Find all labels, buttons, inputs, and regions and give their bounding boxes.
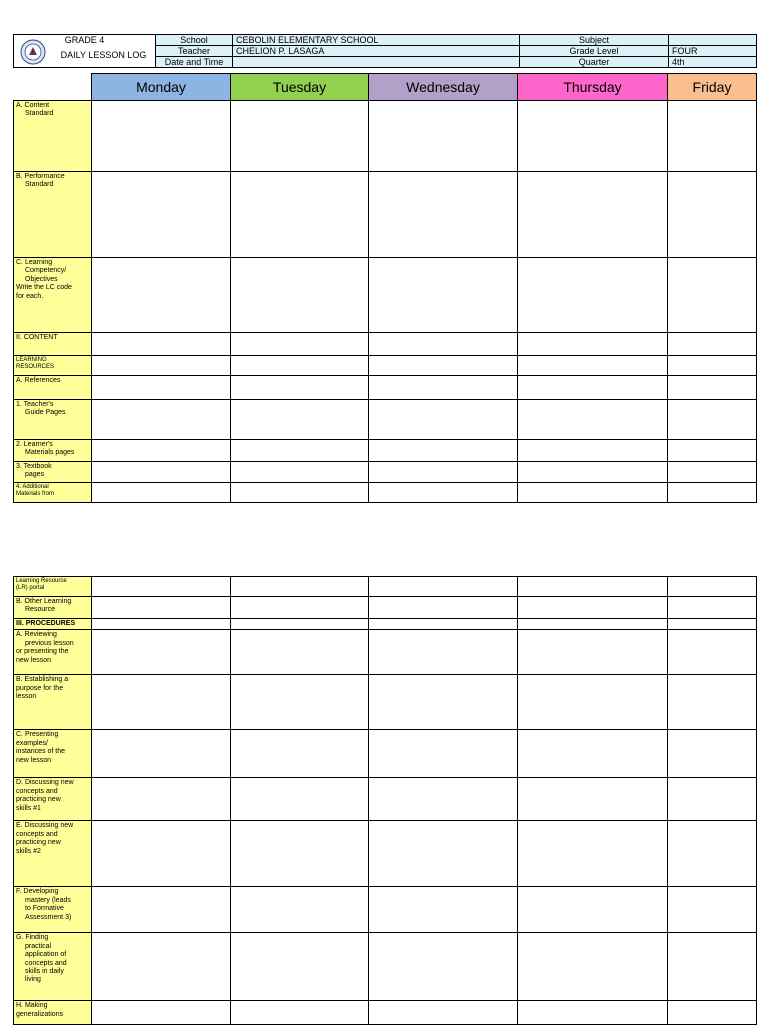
date-time-label: Date and Time: [156, 57, 233, 68]
lesson-cell-wednesday[interactable]: [369, 101, 518, 172]
lesson-row: [14, 356, 757, 376]
lesson-cell-tuesday[interactable]: [231, 1001, 369, 1025]
lesson-cell-monday[interactable]: [92, 619, 231, 630]
row-label: [14, 376, 92, 400]
lesson-cell-thursday[interactable]: [518, 821, 668, 887]
lesson-cell-monday[interactable]: [92, 440, 231, 462]
lesson-grid-page-1: [13, 73, 757, 503]
row-label: [14, 356, 92, 376]
header-logo-cell: [14, 35, 156, 68]
row-label-line: instances of the: [16, 748, 66, 756]
row-label-line: new lesson: [16, 756, 52, 764]
lesson-cell-wednesday[interactable]: [369, 400, 518, 440]
row-label-line: B. Establishing a: [16, 676, 69, 684]
lesson-cell-wednesday[interactable]: [369, 172, 518, 258]
lesson-cell-wednesday[interactable]: [369, 730, 518, 778]
grade-level-label: Grade Level: [520, 46, 669, 57]
lesson-cell-friday[interactable]: [668, 778, 757, 821]
row-label-line: G. Finding: [16, 934, 49, 942]
row-label-line: C. Learning: [16, 259, 53, 266]
row-label: [14, 887, 92, 933]
lesson-cell-friday[interactable]: [668, 577, 757, 597]
lesson-cell-monday[interactable]: [92, 333, 231, 356]
row-label-line: Learning Resource: [16, 578, 67, 584]
row-label-line: practical: [25, 942, 52, 950]
lesson-cell-tuesday[interactable]: [231, 619, 369, 630]
lesson-cell-tuesday[interactable]: [231, 821, 369, 887]
row-label-line: examples/: [16, 739, 48, 747]
lesson-cell-tuesday[interactable]: [231, 730, 369, 778]
lesson-row: [14, 887, 757, 933]
grade-level-value: FOUR: [669, 46, 757, 57]
day-header-wednesday: Wednesday: [369, 74, 518, 101]
row-label-line: mastery (leads: [25, 896, 71, 904]
lesson-cell-wednesday[interactable]: [369, 376, 518, 400]
row-label-line: purpose for the: [16, 684, 64, 692]
lesson-cell-thursday[interactable]: [518, 400, 668, 440]
lesson-row: [14, 630, 757, 675]
row-label-line: II. CONTENT: [16, 334, 58, 341]
lesson-cell-tuesday[interactable]: [231, 933, 369, 1001]
lesson-cell-tuesday[interactable]: [231, 356, 369, 376]
teacher-label: Teacher: [156, 46, 233, 57]
lesson-cell-wednesday[interactable]: [369, 597, 518, 619]
row-label-line: F. Developing: [16, 888, 59, 896]
row-label-line: Objectives: [25, 275, 58, 283]
row-label-line: Resource: [25, 606, 55, 614]
lesson-cell-friday[interactable]: [668, 1001, 757, 1025]
row-label: [14, 675, 92, 730]
row-label-line: pages: [25, 471, 45, 479]
row-label: [14, 1001, 92, 1025]
row-label: [14, 730, 92, 778]
lesson-cell-thursday[interactable]: [518, 101, 668, 172]
row-label-line: skills in daily: [25, 967, 64, 975]
row-label: [14, 933, 92, 1001]
lesson-cell-friday[interactable]: [668, 730, 757, 778]
row-label-line: (LR) portal: [16, 585, 45, 592]
row-label-line: Write the LC code: [16, 284, 72, 292]
row-label-line: skills #2: [16, 847, 41, 855]
lesson-cell-tuesday[interactable]: [231, 675, 369, 730]
lesson-cell-wednesday[interactable]: [369, 258, 518, 333]
row-label-line: H. Making: [16, 1002, 48, 1010]
lesson-cell-wednesday[interactable]: [369, 356, 518, 376]
row-label-line: previous lesson: [25, 639, 74, 647]
day-header-friday: Friday: [668, 74, 757, 101]
row-label-line: A. Reviewing: [16, 631, 57, 639]
lesson-grid-page-2: [13, 576, 757, 1025]
lesson-cell-tuesday[interactable]: [231, 887, 369, 933]
school-label: School: [156, 35, 233, 46]
row-label-line: application of: [25, 951, 67, 959]
row-label-line: Standard: [25, 110, 54, 118]
row-label: [14, 462, 92, 483]
lesson-cell-wednesday[interactable]: [369, 1001, 518, 1025]
school-value: CEBOLIN ELEMENTARY SCHOOL: [233, 35, 520, 46]
lesson-cell-thursday[interactable]: [518, 630, 668, 675]
lesson-cell-friday[interactable]: [668, 356, 757, 376]
lesson-cell-tuesday[interactable]: [231, 172, 369, 258]
lesson-cell-friday[interactable]: [668, 675, 757, 730]
date-time-value: [233, 57, 520, 68]
lesson-cell-thursday[interactable]: [518, 778, 668, 821]
lesson-row: [14, 172, 757, 258]
lesson-cell-wednesday[interactable]: [369, 887, 518, 933]
row-label-line: B. Other Learning: [16, 598, 72, 605]
lesson-cell-thursday[interactable]: [518, 597, 668, 619]
lesson-cell-thursday[interactable]: [518, 462, 668, 483]
row-label-line: D. Discussing new: [16, 779, 74, 787]
day-header-row: [14, 74, 757, 101]
row-label: [14, 172, 92, 258]
lesson-cell-monday[interactable]: [92, 1001, 231, 1025]
row-label-line: Standard: [25, 181, 54, 189]
lesson-cell-monday[interactable]: [92, 675, 231, 730]
lesson-cell-friday[interactable]: [668, 821, 757, 887]
row-label-line: lesson: [16, 693, 37, 701]
row-label-line: 2. Learner's: [16, 441, 53, 448]
day-header-spacer: [14, 74, 92, 101]
lesson-cell-monday[interactable]: [92, 630, 231, 675]
lesson-cell-wednesday[interactable]: [369, 675, 518, 730]
lesson-cell-friday[interactable]: [668, 462, 757, 483]
lesson-cell-monday[interactable]: [92, 101, 231, 172]
lesson-cell-friday[interactable]: [668, 483, 757, 503]
row-label-line: III. PROCEDURES: [16, 620, 76, 627]
lesson-cell-monday[interactable]: [92, 483, 231, 503]
lesson-cell-friday[interactable]: [668, 376, 757, 400]
row-label-line: E. Discussing new: [16, 822, 74, 830]
row-label-line: 1. Teacher's: [16, 401, 54, 408]
row-label-line: living: [25, 976, 41, 984]
lesson-cell-thursday[interactable]: [518, 440, 668, 462]
row-label-line: Materials pages: [25, 449, 75, 457]
row-label-line: 4. Additional: [16, 484, 49, 490]
lesson-cell-tuesday[interactable]: [231, 597, 369, 619]
row-label: [14, 597, 92, 619]
lesson-cell-monday[interactable]: [92, 258, 231, 333]
row-label: [14, 440, 92, 462]
lesson-cell-monday[interactable]: [92, 778, 231, 821]
lesson-cell-wednesday[interactable]: [369, 778, 518, 821]
lesson-cell-monday[interactable]: [92, 400, 231, 440]
lesson-cell-thursday[interactable]: [518, 333, 668, 356]
day-header-tuesday: Tuesday: [231, 74, 369, 101]
lesson-row: [14, 933, 757, 1001]
lesson-cell-wednesday[interactable]: [369, 440, 518, 462]
lesson-cell-wednesday[interactable]: [369, 821, 518, 887]
lesson-cell-tuesday[interactable]: [231, 462, 369, 483]
lesson-cell-thursday[interactable]: [518, 577, 668, 597]
lesson-row: [14, 400, 757, 440]
row-label-line: skills #1: [16, 804, 41, 812]
row-label-line: new lesson: [16, 656, 52, 664]
row-label-line: Materials from: [16, 491, 55, 498]
row-label-line: Assessment 3): [25, 913, 72, 921]
lesson-cell-monday[interactable]: [92, 887, 231, 933]
row-label: [14, 400, 92, 440]
lesson-cell-tuesday[interactable]: [231, 400, 369, 440]
subject-label: Subject: [520, 35, 669, 46]
lesson-cell-monday[interactable]: [92, 597, 231, 619]
row-label-line: A. References: [16, 377, 61, 384]
lesson-row: [14, 577, 757, 597]
lesson-cell-wednesday[interactable]: [369, 630, 518, 675]
daily-lesson-log-title: DAILY LESSON LOG: [60, 50, 147, 60]
lesson-cell-thursday[interactable]: [518, 483, 668, 503]
row-label-line: concepts and: [25, 959, 67, 967]
lesson-cell-thursday[interactable]: [518, 1001, 668, 1025]
teacher-value: CHELION P. LASAGA: [233, 46, 520, 57]
lesson-cell-thursday[interactable]: [518, 933, 668, 1001]
lesson-cell-tuesday[interactable]: [231, 483, 369, 503]
lesson-cell-monday[interactable]: [92, 172, 231, 258]
lesson-cell-friday[interactable]: [668, 440, 757, 462]
lesson-cell-wednesday[interactable]: [369, 577, 518, 597]
row-label: [14, 101, 92, 172]
lesson-cell-friday[interactable]: [668, 933, 757, 1001]
row-label-line: B. Performance: [16, 173, 65, 180]
lesson-cell-tuesday[interactable]: [231, 258, 369, 333]
lesson-cell-friday[interactable]: [668, 333, 757, 356]
day-header-monday: Monday: [92, 74, 231, 101]
row-label-line: or presenting the: [16, 648, 69, 656]
lesson-row: [14, 101, 757, 172]
lesson-cell-wednesday[interactable]: [369, 462, 518, 483]
row-label: [14, 630, 92, 675]
quarter-value: 4th: [669, 57, 757, 68]
lesson-cell-friday[interactable]: [668, 630, 757, 675]
quarter-label: Quarter: [520, 57, 669, 68]
lesson-cell-thursday[interactable]: [518, 356, 668, 376]
row-label-line: practicing new: [16, 796, 61, 804]
lesson-cell-wednesday[interactable]: [369, 483, 518, 503]
row-label: [14, 333, 92, 356]
row-label-line: C. Presenting: [16, 731, 59, 739]
row-label-line: concepts and: [16, 830, 58, 838]
lesson-cell-tuesday[interactable]: [231, 630, 369, 675]
row-label: [14, 258, 92, 333]
lesson-cell-tuesday[interactable]: [231, 778, 369, 821]
subject-value: [669, 35, 757, 46]
lesson-cell-tuesday[interactable]: [231, 440, 369, 462]
lesson-cell-friday[interactable]: [668, 101, 757, 172]
row-label-line: Competency/: [25, 267, 67, 275]
grade-label: GRADE 4: [64, 35, 105, 45]
lesson-row: [14, 462, 757, 483]
lesson-cell-friday[interactable]: [668, 887, 757, 933]
lesson-cell-thursday[interactable]: [518, 172, 668, 258]
lesson-row: [14, 483, 757, 503]
lesson-cell-thursday[interactable]: [518, 730, 668, 778]
row-label-line: LEARNING: [16, 357, 47, 363]
lesson-cell-monday[interactable]: [92, 933, 231, 1001]
lesson-cell-friday[interactable]: [668, 258, 757, 333]
lesson-cell-tuesday[interactable]: [231, 101, 369, 172]
lesson-cell-wednesday[interactable]: [369, 619, 518, 630]
row-label-line: Guide Pages: [25, 409, 66, 417]
lesson-cell-tuesday[interactable]: [231, 577, 369, 597]
lesson-cell-monday[interactable]: [92, 577, 231, 597]
lesson-cell-thursday[interactable]: [518, 887, 668, 933]
lesson-row: [14, 333, 757, 356]
lesson-row: [14, 821, 757, 887]
row-label-line: 3. Textbook: [16, 463, 52, 470]
row-label: [14, 483, 92, 503]
lesson-cell-monday[interactable]: [92, 376, 231, 400]
lesson-row: [14, 619, 757, 630]
lesson-row: [14, 376, 757, 400]
lesson-cell-monday[interactable]: [92, 730, 231, 778]
lesson-cell-monday[interactable]: [92, 821, 231, 887]
lesson-cell-tuesday[interactable]: [231, 333, 369, 356]
row-label-line: practicing new: [16, 839, 61, 847]
lesson-cell-thursday[interactable]: [518, 258, 668, 333]
lesson-row: [14, 597, 757, 619]
lesson-row: [14, 778, 757, 821]
lesson-cell-thursday[interactable]: [518, 619, 668, 630]
row-label-line: for each.: [16, 292, 44, 300]
row-label-line: to Formative: [25, 905, 64, 913]
lesson-row: [14, 1001, 757, 1025]
lesson-cell-tuesday[interactable]: [231, 376, 369, 400]
lesson-cell-wednesday[interactable]: [369, 933, 518, 1001]
lesson-cell-wednesday[interactable]: [369, 333, 518, 356]
lesson-cell-friday[interactable]: [668, 400, 757, 440]
lesson-cell-friday[interactable]: [668, 597, 757, 619]
row-label-line: A. Content: [16, 102, 50, 109]
day-header-thursday: Thursday: [518, 74, 668, 101]
lesson-row: [14, 440, 757, 462]
row-label: [14, 778, 92, 821]
lesson-row: [14, 730, 757, 778]
lesson-cell-friday[interactable]: [668, 172, 757, 258]
row-label-line: generalizations: [16, 1010, 64, 1018]
lesson-log-header: [13, 34, 757, 68]
row-label: [14, 821, 92, 887]
row-label: [14, 619, 92, 630]
lesson-cell-thursday[interactable]: [518, 376, 668, 400]
lesson-cell-monday[interactable]: [92, 462, 231, 483]
lesson-cell-friday[interactable]: [668, 619, 757, 630]
row-label-line: RESOURCES: [16, 364, 55, 371]
row-label-line: concepts and: [16, 787, 58, 795]
row-label: [14, 577, 92, 597]
lesson-cell-monday[interactable]: [92, 356, 231, 376]
lesson-cell-thursday[interactable]: [518, 675, 668, 730]
lesson-row: [14, 258, 757, 333]
lesson-row: [14, 675, 757, 730]
